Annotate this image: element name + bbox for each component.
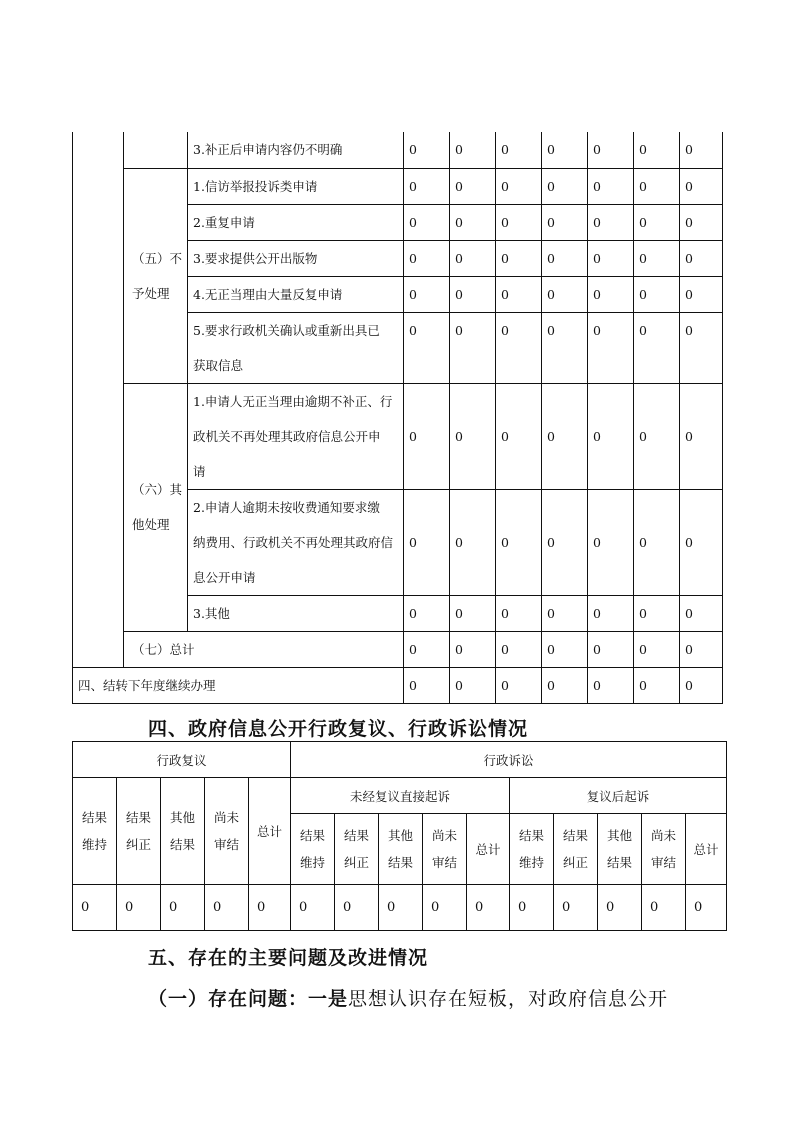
cell-value: 0 [404,240,450,276]
cell-value: 0 [161,885,205,931]
cell-value: 0 [588,383,634,489]
cell-value: 0 [450,489,496,595]
cell-value: 0 [404,276,450,312]
cell-value: 0 [634,132,680,168]
row-label: 4.无正当理由大量反复申请 [188,276,404,312]
total-label: （七）总计 [124,631,404,667]
cell-value: 0 [496,383,542,489]
col-header: 其他 结果 [379,814,423,885]
cell-value: 0 [542,489,588,595]
cell-value: 0 [450,312,496,383]
row-label-line: 息公开申请 [193,569,256,585]
cell-value: 0 [450,631,496,667]
cell-value: 0 [554,885,598,931]
col-header: 尚未 审结 [423,814,467,885]
section4-title: 四、政府信息公开行政复议、行政诉讼情况 [148,718,529,740]
table-row [73,383,723,489]
cell-value: 0 [588,595,634,631]
cell-value: 0 [634,168,680,204]
group6-title-line2: 他处理 [132,517,170,532]
paragraph-lead: 一是 [308,988,349,1010]
cell-value: 0 [542,168,588,204]
cell-value: 0 [496,489,542,595]
cell-value: 0 [450,132,496,168]
cell-value: 0 [680,240,723,276]
col-header: 结果 纠正 [335,814,379,885]
cell-value: 0 [588,132,634,168]
cell-value: 0 [680,168,723,204]
cell-value: 0 [335,885,379,931]
cell-value: 0 [542,631,588,667]
cell-value: 0 [450,204,496,240]
row-label-line: 请 [193,463,206,479]
cell-value: 0 [496,667,542,703]
cell-value: 0 [404,489,450,595]
cell-value: 0 [634,631,680,667]
cell-value: 0 [542,383,588,489]
cell-value: 0 [588,168,634,204]
litigation-header: 行政诉讼 [291,742,727,778]
cell-value: 0 [404,132,450,168]
cell-value: 0 [404,667,450,703]
cell-value: 0 [598,885,642,931]
col-header: 结果 维持 [73,778,117,885]
review-header: 行政复议 [73,742,291,778]
table-row [73,132,723,168]
col-header-total: 总计 [686,814,727,885]
cell-value: 0 [379,885,423,931]
cell-value: 0 [496,595,542,631]
cell-value: 0 [588,667,634,703]
cell-value: 0 [450,595,496,631]
cell-value: 0 [510,885,554,931]
cell-value: 0 [634,383,680,489]
cell-value: 0 [680,383,723,489]
table-row [73,742,727,778]
cell-value: 0 [496,312,542,383]
table-row [73,667,723,703]
cell-value: 0 [423,885,467,931]
row-label-line: 1.申请人无正当理由逾期不补正、行 [193,393,393,409]
cell-value: 0 [404,312,450,383]
cell-value: 0 [450,383,496,489]
after-review-header: 复议后起诉 [510,778,727,814]
cell-value: 0 [542,132,588,168]
cell-value: 0 [496,204,542,240]
cell-value: 0 [496,240,542,276]
row-label [188,312,404,383]
cell-value: 0 [205,885,249,931]
cell-value: 0 [588,489,634,595]
row-label-line: 5.要求行政机关确认或重新出具已 [193,322,380,338]
cell-value: 0 [404,383,450,489]
table-row [73,631,723,667]
cell-value: 0 [634,312,680,383]
col-header: 结果 纠正 [117,778,161,885]
group5-title [124,168,188,383]
cell-value: 0 [542,312,588,383]
row-label-line: 获取信息 [193,357,244,373]
cell-value: 0 [680,631,723,667]
cell-value: 0 [588,312,634,383]
row-label: 1.信访举报投诉类申请 [188,168,404,204]
row-label-line: 2.申请人逾期未按收费通知要求缴 [193,499,380,515]
row-label: 3.补正后申请内容仍不明确 [188,132,404,168]
cell-value: 0 [588,204,634,240]
cell-value: 0 [680,276,723,312]
col-header-total: 总计 [249,778,291,885]
col-header: 尚未 审结 [642,814,686,885]
cell-value: 0 [634,276,680,312]
row-label [188,383,404,489]
cell-value: 0 [542,204,588,240]
table-row [73,778,727,814]
cell-value: 0 [496,276,542,312]
cell-value: 0 [467,885,510,931]
row-label [188,489,404,595]
outer-category-cell [73,132,124,667]
col-header: 结果 纠正 [554,814,598,885]
group6-title [124,383,188,631]
col-header: 尚未 审结 [205,778,249,885]
cell-value: 0 [496,132,542,168]
cell-value: 0 [588,631,634,667]
row-label: 3.要求提供公开出版物 [188,240,404,276]
group5-title-line2: 予处理 [132,285,170,301]
table-row [73,168,723,204]
group5-title-line1: （五）不 [132,250,183,266]
cell-value: 0 [680,489,723,595]
cell-value: 0 [642,885,686,931]
cell-value: 0 [450,240,496,276]
issues-paragraph [148,984,668,1011]
cell-value: 0 [450,276,496,312]
row-label-line: 纳费用、行政机关不再处理其政府信 [193,534,394,550]
group-cell [124,132,188,168]
cell-value: 0 [680,667,723,703]
cell-value: 0 [634,667,680,703]
paragraph-text: 思想认识存在短板，对政府信息公开 [348,988,669,1010]
cell-value: 0 [450,667,496,703]
carry-label: 四、结转下年度继续办理 [73,667,404,703]
cell-value: 0 [496,168,542,204]
cell-value: 0 [542,667,588,703]
direct-suit-header: 未经复议直接起诉 [291,778,510,814]
cell-value: 0 [634,595,680,631]
cell-value: 0 [634,204,680,240]
cell-value: 0 [542,595,588,631]
cell-value: 0 [588,240,634,276]
cell-value: 0 [680,132,723,168]
col-header-total: 总计 [467,814,510,885]
cell-value: 0 [588,276,634,312]
review-litigation-table [72,741,727,931]
col-header: 结果 维持 [510,814,554,885]
cell-value: 0 [686,885,727,931]
section5-title: 五、存在的主要问题及改进情况 [148,947,429,969]
cell-value: 0 [404,204,450,240]
paragraph-heading: （一）存在问题： [148,988,309,1010]
col-header: 其他 结果 [161,778,205,885]
cell-value: 0 [404,168,450,204]
statistics-table [72,132,723,704]
col-header: 其他 结果 [598,814,642,885]
cell-value: 0 [249,885,291,931]
cell-value: 0 [404,631,450,667]
cell-value: 0 [496,631,542,667]
cell-value: 0 [117,885,161,931]
row-label: 2.重复申请 [188,204,404,240]
cell-value: 0 [634,489,680,595]
cell-value: 0 [542,276,588,312]
cell-value: 0 [450,168,496,204]
table-row [73,885,727,931]
cell-value: 0 [291,885,335,931]
cell-value: 0 [404,595,450,631]
col-header: 结果 维持 [291,814,335,885]
group6-title-line1: （六）其 [132,482,183,497]
row-label: 3.其他 [188,595,404,631]
cell-value: 0 [542,240,588,276]
row-label-line: 政机关不再处理其政府信息公开申 [193,428,381,444]
cell-value: 0 [680,595,723,631]
cell-value: 0 [680,312,723,383]
cell-value: 0 [73,885,117,931]
cell-value: 0 [680,204,723,240]
cell-value: 0 [634,240,680,276]
